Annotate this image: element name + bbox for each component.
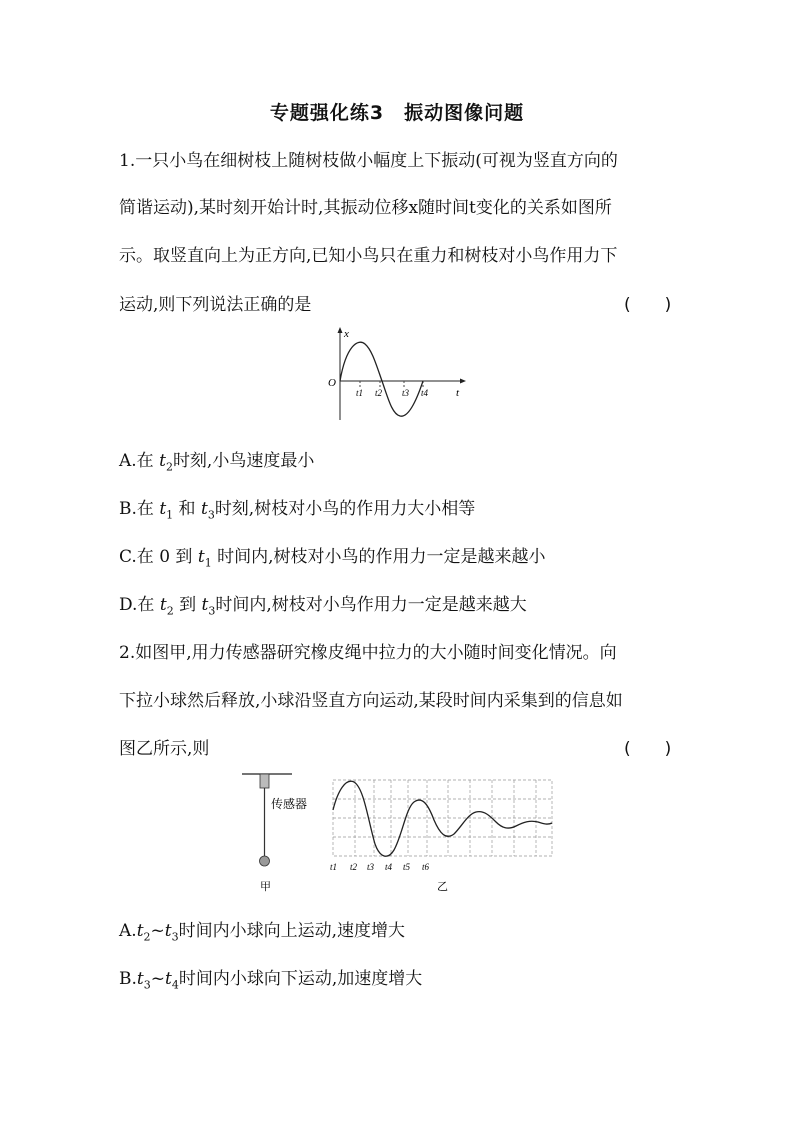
q1-line-1: 1.一只小鸟在细树枝上随树枝做小幅度上下振动(可视为竖直方向的 bbox=[119, 151, 618, 171]
q1-line-4: 运动,则下列说法正确的是 bbox=[119, 295, 312, 315]
q1-option-c: C.在 0 到 $t_1$ 时间内,树枝对小鸟的作用力一定是越来越小 bbox=[119, 547, 546, 570]
q2-answer-paren: ( ) bbox=[624, 739, 672, 759]
q1-tick-t4: t4 bbox=[421, 388, 429, 398]
sensor-label: 传感器 bbox=[271, 797, 308, 811]
q1-sine-curve bbox=[340, 342, 423, 416]
q2-line-1: 2.如图甲,用力传感器研究橡皮绳中拉力的大小随时间变化情况。向 bbox=[119, 643, 617, 663]
caption-jia: 甲 bbox=[260, 881, 271, 893]
q1-answer-paren: ( ) bbox=[624, 295, 672, 315]
q2-tick-t5: t5 bbox=[403, 862, 411, 872]
q1-x-axis-label: t bbox=[456, 387, 460, 399]
ball bbox=[260, 856, 270, 866]
q1-option-a: A.在 $t_2$时刻,小鸟速度最小 bbox=[119, 451, 315, 474]
q2-figure bbox=[240, 770, 556, 894]
q1-tick-t1: t1 bbox=[356, 388, 364, 398]
q1-tick-t2: t2 bbox=[375, 388, 383, 398]
caption-yi: 乙 bbox=[437, 881, 448, 893]
page-title: 专题强化练3 振动图像问题 bbox=[269, 102, 525, 124]
q1-line-2: 简谐运动),某时刻开始计时,其振动位移x随时间t变化的关系如图所 bbox=[119, 198, 612, 218]
q1-y-axis-label: x bbox=[344, 328, 349, 340]
q1-figure bbox=[320, 324, 480, 428]
q1-option-d: D.在 $t_2$ 到 $t_3$时间内,树枝对小鸟作用力一定是越来越大 bbox=[119, 595, 527, 618]
sensor-box bbox=[260, 774, 269, 788]
q1-tick-t3: t3 bbox=[402, 388, 410, 398]
q1-line-3: 示。取竖直向上为正方向,已知小鸟只在重力和树枝对小鸟作用力下 bbox=[119, 246, 618, 266]
q2-damped-curve bbox=[333, 781, 552, 856]
q2-option-a: $A.t_2\sim t_3$时间内小球向上运动,速度增大 bbox=[119, 921, 406, 944]
q2-tick-t1: t1 bbox=[330, 862, 338, 872]
q2-line-3: 图乙所示,则 bbox=[119, 739, 210, 759]
q2-tick-t2: t2 bbox=[350, 862, 358, 872]
q1-origin-label: O bbox=[328, 377, 336, 389]
q2-tick-t4: t4 bbox=[385, 862, 393, 872]
q2-option-b: $B.t_3\sim t_4$时间内小球向下运动,加速度增大 bbox=[119, 969, 423, 992]
q2-tick-t3: t3 bbox=[367, 862, 375, 872]
q2-line-2: 下拉小球然后释放,小球沿竖直方向运动,某段时间内采集到的信息如 bbox=[119, 691, 623, 711]
q2-tick-t6: t6 bbox=[422, 862, 430, 872]
q1-option-b: B.在 $t_1$ 和 $t_3$时刻,树枝对小鸟的作用力大小相等 bbox=[119, 499, 476, 522]
